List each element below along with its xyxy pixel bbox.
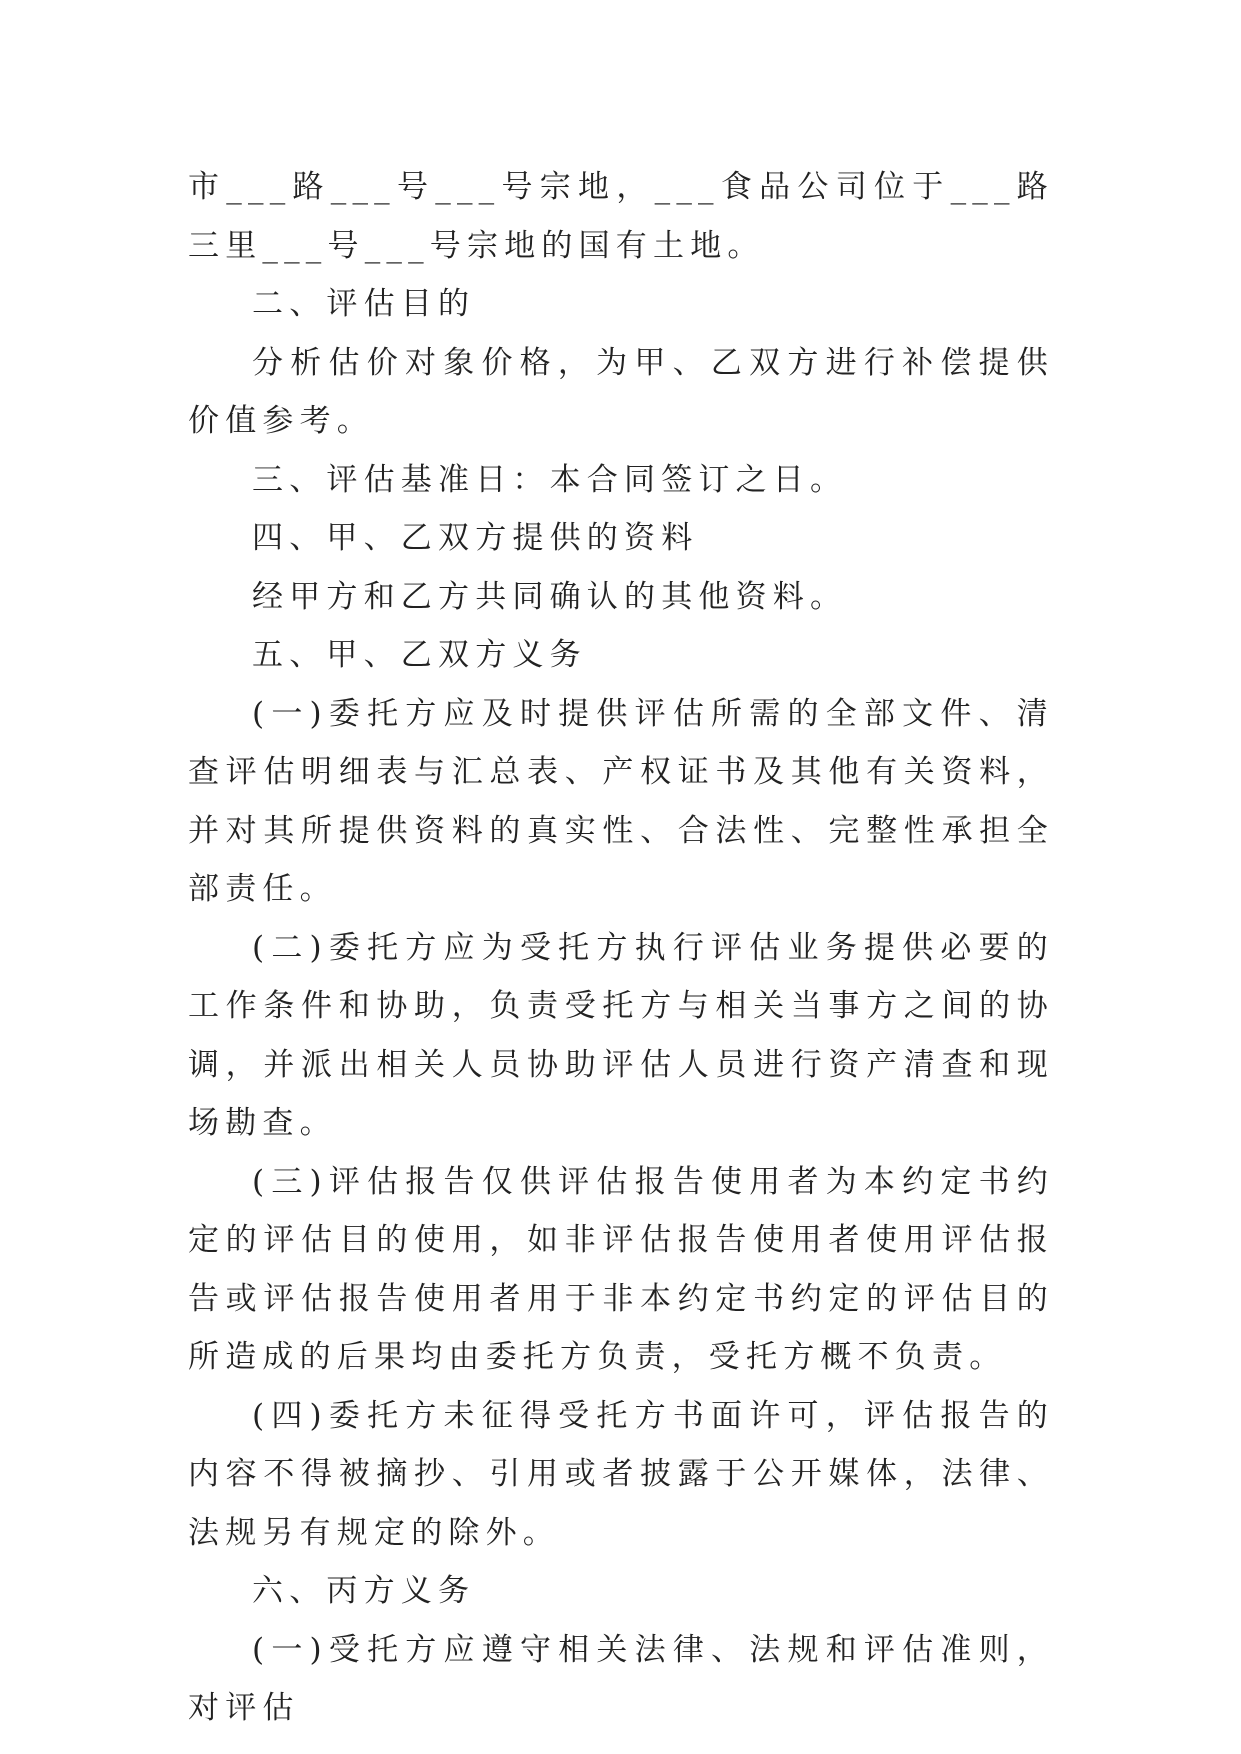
paragraph-obligation-3: (三)评估报告仅供评估报告使用者为本约定书约定的评估目的使用，如非评估报告使用者使用评估报告或评估报告使用者用于非本约定书约定的评估目的所造成的后果均由委托方负责，受托方概不负责。 <box>188 1163 1054 1375</box>
heading-evaluation-purpose: 二、评估目的 <box>252 286 476 322</box>
heading-party-c-obligations: 六、丙方义务 <box>252 1573 476 1609</box>
paragraph-provided-materials: 经甲方和乙方共同确认的其他资料。 <box>252 578 848 615</box>
paragraph-obligation-2: (二)委托方应为受托方执行评估业务提供必要的工作条件和协助，负责受托方与相关当事方之间的协调，并派出相关人员协助评估人员进行资产清查和现场勘查。 <box>188 929 1054 1141</box>
paragraph-obligation-1: (一)委托方应及时提供评估所需的全部文件、清查评估明细表与汇总表、产权证书及其他有关资料，并对其所提供资料的真实性、合法性、完整性承担全部责任。 <box>188 695 1054 907</box>
paragraph-obligation-4: (四)委托方未征得受托方书面许可，评估报告的内容不得被摘抄、引用或者披露于公开媒体，法律、法规另有规定的除外。 <box>188 1397 1054 1551</box>
paragraph-evaluation-purpose: 分析估价对象价格，为甲、乙双方进行补偿提供价值参考。 <box>188 344 1054 439</box>
heading-provided-materials: 四、甲、乙双方提供的资料 <box>252 520 699 556</box>
paragraph-land-location: 市___路___号___号宗地，___食品公司位于___路三里___号___号宗地的国有土地。 <box>188 169 1054 264</box>
paragraph-party-c-obligation-1: (一)受托方应遵守相关法律、法规和评估准则，对评估 <box>188 1631 1054 1726</box>
heading-base-date: 三、评估基准日：本合同签订之日。 <box>252 461 848 498</box>
document-body <box>188 158 1054 1738</box>
heading-party-obligations: 五、甲、乙双方义务 <box>252 637 587 673</box>
